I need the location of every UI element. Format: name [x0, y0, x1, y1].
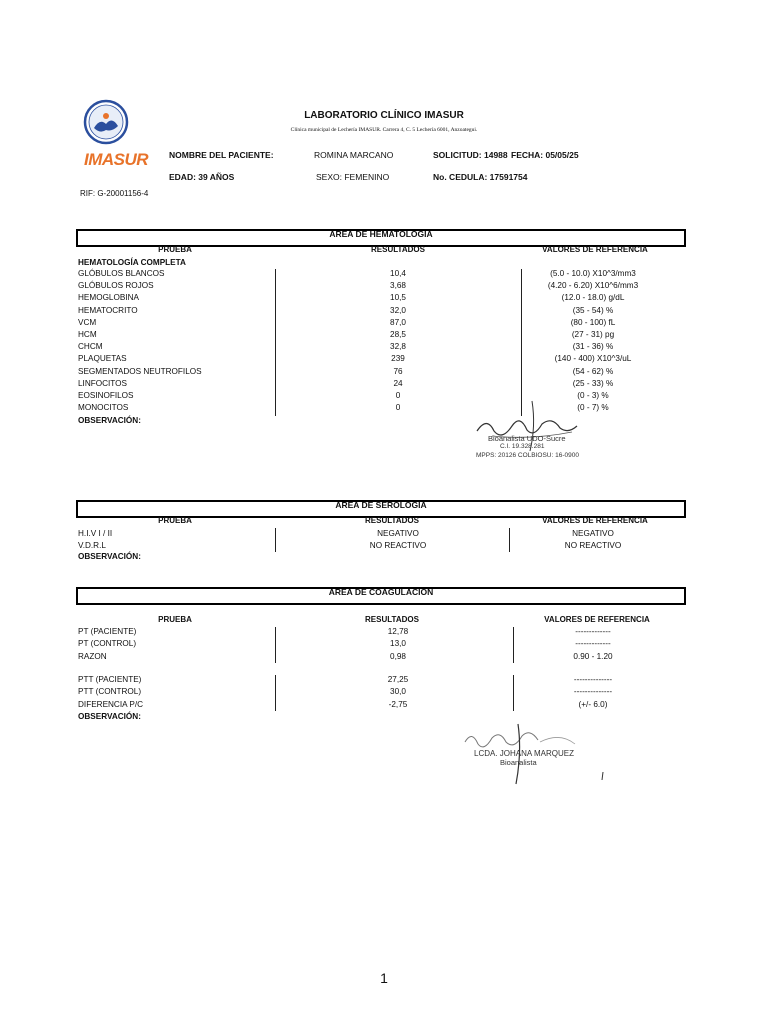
test-reference: (35 - 54) % [572, 305, 614, 315]
test-result: 239 [391, 354, 405, 364]
observacion-label: OBSERVACIÓN: [78, 552, 141, 561]
test-name: LINFOCITOS [78, 378, 127, 388]
table-row [78, 687, 678, 699]
test-reference: ------------- [575, 627, 611, 636]
table-row [78, 354, 678, 366]
coagulacion-title: AREA DE COAGULACION [328, 587, 434, 597]
test-result: 12,78 [387, 627, 409, 636]
test-name: SEGMENTADOS NEUTROFILOS [78, 366, 202, 376]
test-name: MONOCITOS [78, 403, 129, 413]
signature-line-1: Bioanalista UDO-Sucre [488, 434, 566, 443]
test-result: NO REACTIVO [369, 541, 427, 550]
col-referencia-header: VALORES DE REFERENCIA [544, 615, 650, 624]
table-row [78, 293, 678, 305]
column-divider [509, 528, 510, 552]
rif-number: RIF: G-20001156-4 [80, 189, 149, 198]
signature-line-2: Bioanalista [500, 758, 537, 767]
coagulacion-section-header [76, 587, 686, 605]
test-name: VCM [78, 317, 97, 327]
col-referencia-header: VALORES DE REFERENCIA [542, 516, 648, 525]
test-reference: 0.90 - 1.20 [573, 651, 613, 661]
test-reference: (80 - 100) fL [570, 317, 616, 327]
patient-sex: SEXO: FEMENINO [316, 172, 390, 182]
lab-address: Clínica municipal de Lechería IMASUR. Carrera 4, C. 5 Lechería 6001, Anzoategui. [290, 127, 478, 133]
patient-name-label: NOMBRE DEL PACIENTE: [169, 150, 274, 160]
observacion-label: OBSERVACIÓN: [78, 712, 141, 721]
test-result: 10,4 [390, 269, 406, 278]
test-reference: (4.20 - 6.20) X10^6/mm3 [547, 281, 639, 291]
test-reference: ------------- [575, 639, 611, 649]
signature-hematologia [472, 396, 592, 461]
test-result: 32,0 [390, 305, 406, 315]
test-name: HCM [78, 330, 97, 339]
serologia-title: AREA DE SEROLOGIA [335, 500, 427, 510]
col-prueba-header: PRUEBA [158, 516, 192, 525]
test-result: 0 [395, 403, 401, 413]
test-reference: (140 - 400) X10^3/uL [554, 354, 632, 364]
test-result: 28,5 [390, 330, 406, 339]
test-name: EOSINOFILOS [78, 391, 134, 400]
observacion-label: OBSERVACIÓN: [78, 416, 141, 425]
test-result: -2,75 [388, 699, 408, 709]
col-referencia-header: VALORES DE REFERENCIA [542, 245, 648, 254]
table-row [78, 281, 678, 293]
table-row [78, 318, 678, 330]
test-result: 10,5 [390, 293, 406, 303]
test-result: NEGATIVO [377, 529, 419, 538]
test-name: PT (PACIENTE) [78, 627, 137, 636]
test-reference: (+/- 6.0) [578, 699, 608, 709]
test-name: PT (CONTROL) [78, 639, 137, 649]
test-name: PLAQUETAS [78, 354, 127, 364]
test-result: 3,68 [390, 281, 406, 291]
column-divider [275, 675, 276, 711]
group-title-text: HEMATOLOGÍA COMPLETA [78, 258, 186, 267]
signature-line-1: LCDA. JOHANA MARQUEZ [474, 749, 575, 758]
table-row [78, 367, 678, 379]
test-result: 0,98 [390, 651, 406, 661]
patient-name: ROMINA MARCANO [314, 150, 394, 160]
test-reference: -------------- [573, 675, 613, 684]
solicitud: SOLICITUD: 14988 [433, 150, 508, 160]
column-divider [513, 627, 514, 663]
table-row [78, 529, 678, 541]
test-reference: -------------- [573, 687, 613, 697]
col-prueba-header: PRUEBA [158, 615, 192, 624]
logo-text: IMASUR [84, 150, 149, 169]
test-result: 30,0 [390, 687, 406, 697]
test-reference: (31 - 36) % [572, 342, 614, 352]
column-divider [513, 675, 514, 711]
page-number: 1 [380, 970, 388, 986]
test-name: HEMOGLOBINA [78, 293, 139, 303]
col-resultados-header: RESULTADOS [371, 245, 425, 254]
test-reference: (0 - 7) % [577, 403, 609, 413]
test-name: DIFERENCIA P/C [78, 699, 144, 709]
test-result: 76 [393, 366, 403, 376]
test-name: V.D.R.L [78, 541, 106, 550]
patient-age: EDAD: 39 AÑOS [169, 172, 235, 182]
table-row [78, 306, 678, 318]
lab-title: LABORATORIO CLÍNICO IMASUR [304, 110, 464, 121]
table-row [78, 342, 678, 354]
test-reference: (25 - 33) % [572, 378, 614, 388]
patient-cedula: No. CEDULA: 17591754 [433, 172, 528, 182]
signature-coagulacion [460, 722, 610, 787]
table-row [78, 639, 678, 651]
test-reference: (5.0 - 10.0) X10^3/mm3 [550, 269, 636, 278]
test-reference: NO REACTIVO [564, 541, 622, 550]
column-divider [275, 269, 276, 416]
test-reference: (0 - 3) % [577, 391, 609, 400]
test-name: GLÓBULOS ROJOS [78, 281, 154, 291]
table-row [78, 627, 678, 639]
test-reference: (54 - 62) % [572, 366, 614, 376]
col-resultados-header: RESULTADOS [365, 516, 419, 525]
test-name: RAZON [78, 651, 107, 661]
table-row [78, 269, 678, 281]
test-result: 87,0 [390, 317, 406, 327]
test-name: H.I.V I / II [78, 529, 113, 538]
test-result: 13,0 [390, 639, 406, 649]
test-name: PTT (CONTROL) [78, 687, 142, 697]
hematologia-title: AREA DE HEMATOLOGIA [329, 229, 433, 239]
signature-line-3: MPPS: 20126 COLBIOSU: 16-0900 [476, 452, 579, 459]
table-row [78, 675, 678, 687]
test-reference: NEGATIVO [572, 529, 614, 538]
signature-line-2: C.I. 19.328.281 [500, 443, 545, 450]
test-reference: (27 - 31) pg [571, 330, 615, 339]
column-divider [521, 269, 522, 416]
test-result: 27,25 [387, 675, 409, 684]
table-row [78, 379, 678, 391]
test-name: PTT (PACIENTE) [78, 675, 142, 684]
table-row [78, 330, 678, 342]
test-result: 32,8 [390, 342, 406, 352]
table-row [78, 652, 678, 664]
column-divider [275, 627, 276, 663]
column-divider [275, 528, 276, 552]
table-row [78, 700, 678, 712]
test-name: CHCM [78, 342, 103, 352]
fecha: FECHA: 05/05/25 [511, 150, 579, 160]
serologia-observacion [78, 552, 678, 564]
test-result: 0 [395, 391, 401, 400]
logo-emblem-icon [82, 98, 132, 153]
test-reference: (12.0 - 18.0) g/dL [561, 293, 625, 303]
test-result: 24 [393, 378, 403, 388]
col-prueba-header: PRUEBA [158, 245, 192, 254]
col-resultados-header: RESULTADOS [365, 615, 419, 624]
test-name: GLÓBULOS BLANCOS [78, 269, 165, 278]
test-name: HEMATOCRITO [78, 305, 138, 315]
